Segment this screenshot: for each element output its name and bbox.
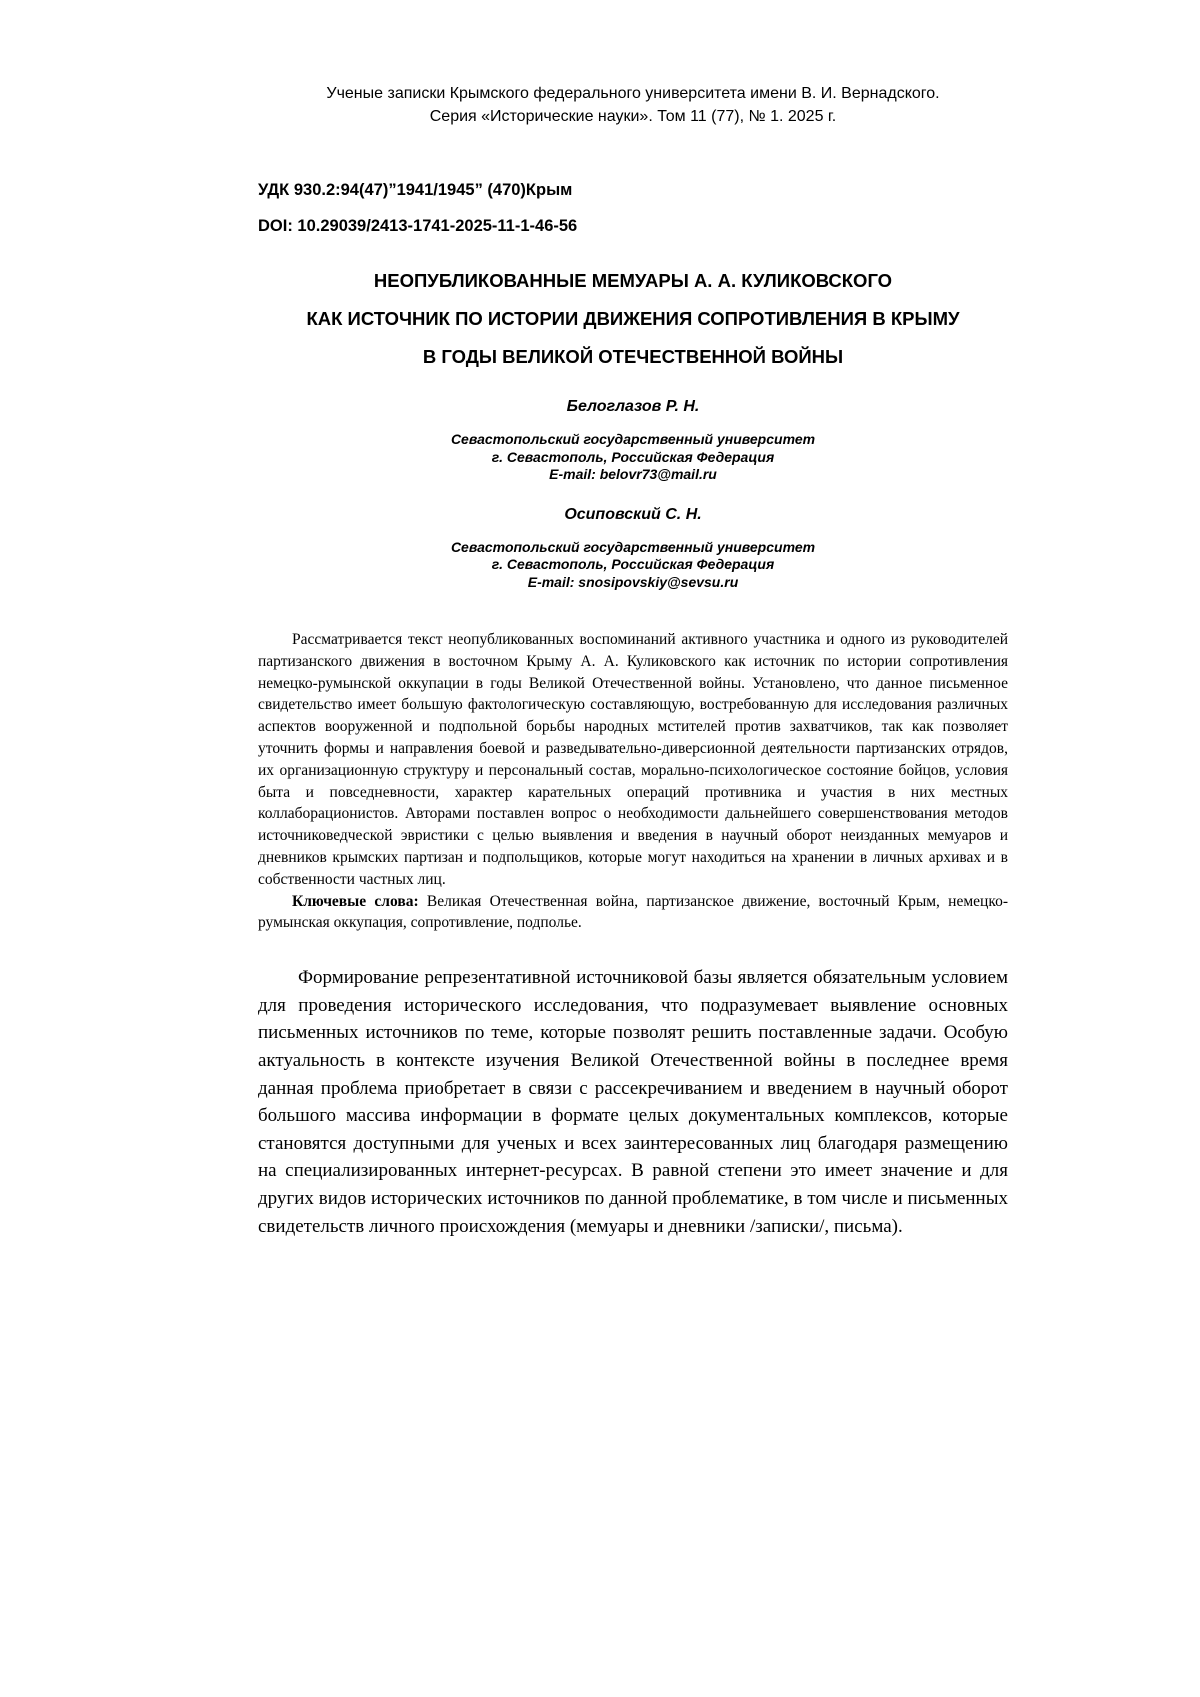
keywords-label: Ключевые слова:: [292, 892, 419, 910]
doi-line: DOI: 10.29039/2413-1741-2025-11-1-46-56: [258, 217, 578, 235]
keywords: [258, 891, 1008, 935]
abstract-text: Рассматривается текст неопубликованных воспоминаний активного участника и одного из руководителей партизанского движения в восточном Крыму А. А. Куликовского как источник по истории сопротивления немецко-румынской оккупации в годы Великой Отечественной войны. Установлено, что данное письменное свидетельство имеет большую фактологическую составляющую, востребованную для исследования различных аспектов вооруженной и подпольной борьбы народных мстителей против захватчиков, так как позволяет уточнить формы и направления боевой и разведывательно-диверсионной деятельности партизанских отрядов, их организационную структуру и персональный состав, морально-психологическое состояние бойцов, условия быта и повседневности, характер карательных операций противника и участия в них местных коллаборационистов. Авторами поставлен вопрос о необходимости дальнейшего совершенствования методов источниковедческой эвристики с целью выявления и введения в научный оборот неизданных мемуаров и дневников крымских партизан и подпольщиков, которые могут находиться на хранении в личных архивах и в собственности частных лиц.: [258, 631, 1008, 888]
affiliation-2-org: Севастопольский государственный университет: [450, 538, 816, 555]
author-affiliation-1: [258, 431, 1008, 484]
abstract-section: [258, 629, 1008, 934]
journal-header: [258, 82, 1008, 128]
author-name-2: Осиповский С. Н.: [564, 505, 702, 523]
page-content: [258, 82, 1008, 1240]
article-title-line3: В ГОДЫ ВЕЛИКОЙ ОТЕЧЕСТВЕННОЙ ВОЙНЫ: [422, 346, 844, 367]
meta-block: [258, 180, 1008, 236]
author-affiliation-2: [258, 539, 1008, 592]
author-name-1: Белоглазов Р. Н.: [566, 398, 700, 415]
body-paragraph-1: Формирование репрезентативной источниковой базы является обязательным условием для проведения исторического исследования, что подразумевает выявление основных письменных источников по теме, которые позволят решить поставленные задачи. Особую актуальность в контексте изучения Великой Отечественной войны в последнее время данная проблема приобретает в связи с рассекречиванием и введением в научный оборот большого массива информации в формате целых документальных комплексов, которые становятся доступными для ученых и всех заинтересованных лиц благодаря размещению на специализированных интернет-ресурсах. В равной степени это имеет значение и для других видов исторических источников по данной проблематике, в том числе и письменных свидетельств личного происхождения (мемуары и дневники /записки/, письма).: [258, 967, 1008, 1237]
article-title: [258, 262, 1008, 376]
affiliation-1-org: Севастопольский государственный университет: [450, 431, 816, 447]
article-title-line1: НЕОПУБЛИКОВАННЫЕ МЕМУАРЫ А. А. КУЛИКОВСКОГО: [373, 270, 893, 291]
keywords-text: Великая Отечественная война, партизанское движение, восточный Крым, немецко-румынская оккупация, сопротивление, подполье.: [258, 892, 1008, 932]
affiliation-1-email: E-mail: belovr73@mail.ru: [549, 466, 717, 482]
journal-header-line1: Ученые записки Крымского федерального университета имени В. И. Вернадского.: [326, 85, 940, 102]
article-title-line2: КАК ИСТОЧНИК ПО ИСТОРИИ ДВИЖЕНИЯ СОПРОТИВЛЕНИЯ В КРЫМУ: [306, 308, 960, 329]
journal-header-line2: Серия «Исторические науки». Том 11 (77), № 1. 2025 г.: [429, 108, 837, 125]
article-body: [258, 964, 1008, 1240]
affiliation-1-city: г. Севастополь, Российская Федерация: [491, 448, 775, 465]
udk-line: УДК 930.2:94(47)”1941/1945” (470)Крым: [258, 181, 573, 199]
affiliation-2-email: E-mail: snosipovskiy@sevsu.ru: [527, 573, 739, 590]
affiliation-2-city: г. Севастополь, Российская Федерация: [491, 556, 775, 572]
